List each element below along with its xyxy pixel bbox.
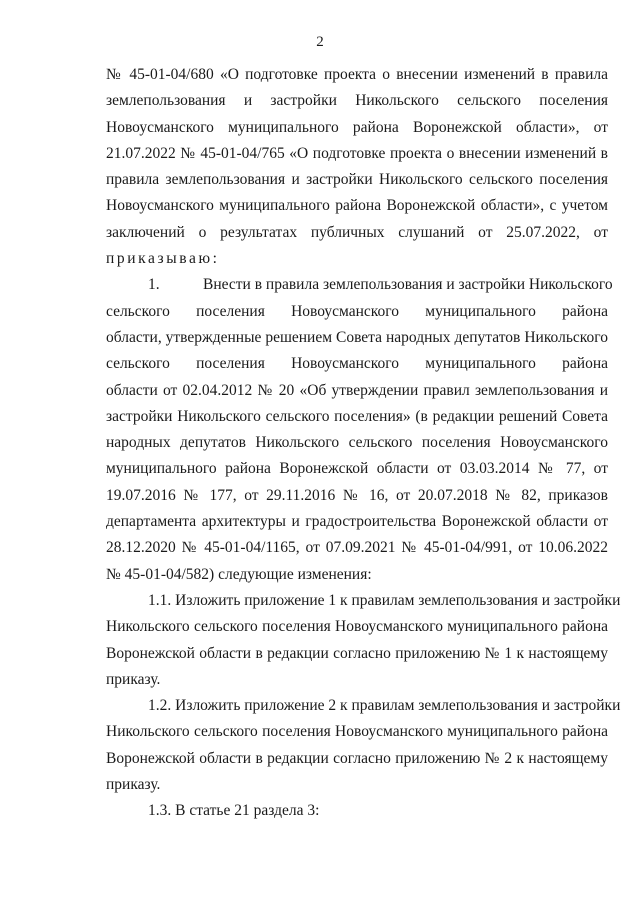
text-line: муниципального района Воронежской области от 03.03.2014 № 77, от <box>106 460 608 478</box>
text-line: 1.1. Изложить приложение 1 к правилам землепользования и застройки <box>148 591 621 609</box>
paragraph-1-first-line <box>106 272 613 298</box>
text-line: Никольского сельского поселения Новоусманского муниципального района <box>106 618 608 636</box>
text-line: сельского поселения Новоусманского муниципального района <box>106 302 608 320</box>
text-line: Воронежской области в редакции согласно приложению № 1 к настоящему <box>106 644 608 662</box>
document-body <box>106 62 621 825</box>
text-line: 19.07.2016 № 177, от 29.11.2016 № 16, от 20.07.2018 № 82, приказов <box>106 486 608 504</box>
text-line: Воронежской области в редакции согласно приложению № 2 к настоящему <box>106 749 608 767</box>
text-line: 1.3. В статье 21 раздела 3: <box>148 802 320 820</box>
text-line: 28.12.2020 № 45-01-04/1165, от 07.09.2021 № 45-01-04/991, от 10.06.2022 <box>106 539 608 557</box>
text-line: народных депутатов Никольского сельского поселения Новоусманского <box>106 434 608 452</box>
text-line: департамента архитектуры и градостроительства Воронежской области от <box>106 513 608 531</box>
text-line: области от 02.04.2012 № 20 «Об утверждении правил землепользования и <box>106 381 608 399</box>
text-line: заключений о результатах публичных слушаний от 25.07.2022, от <box>106 223 608 241</box>
paragraph-number: 1. <box>148 276 160 294</box>
text-line: 1.2. Изложить приложение 2 к правилам землепользования и застройки <box>148 697 621 715</box>
text-line: сельского поселения Новоусманского муниципального района <box>106 355 608 373</box>
order-word: приказываю: <box>106 250 220 268</box>
text-line: № 45-01-04/680 «О подготовке проекта о внесении изменений в правила <box>106 66 608 83</box>
text-line: Новоусманского муниципального района Воронежской области», с учетом <box>106 197 608 215</box>
text-line: приказу. <box>106 670 161 688</box>
text-line: Никольского сельского поселения Новоусманского муниципального района <box>106 723 608 741</box>
text-line: области, утвержденные решением Совета народных депутатов Никольского <box>106 328 608 346</box>
text-line: № 45-01-04/582) следующие изменения: <box>106 565 372 583</box>
text-line: 21.07.2022 № 45-01-04/765 «О подготовке проекта о внесении изменений в <box>106 144 608 162</box>
text-line: Внести в правила землепользования и застройки Никольского <box>203 276 613 294</box>
text-line: приказу. <box>106 776 161 794</box>
text-line: застройки Никольского сельского поселения» (в редакции решений Совета <box>106 407 608 425</box>
text-line: Новоусманского муниципального района Воронежской области», от <box>106 118 608 136</box>
page-number: 2 <box>316 34 324 50</box>
text-line: землепользования и застройки Никольского сельского поселения <box>106 92 608 110</box>
text-line: правила землепользования и застройки Никольского сельского поселения <box>106 171 608 189</box>
